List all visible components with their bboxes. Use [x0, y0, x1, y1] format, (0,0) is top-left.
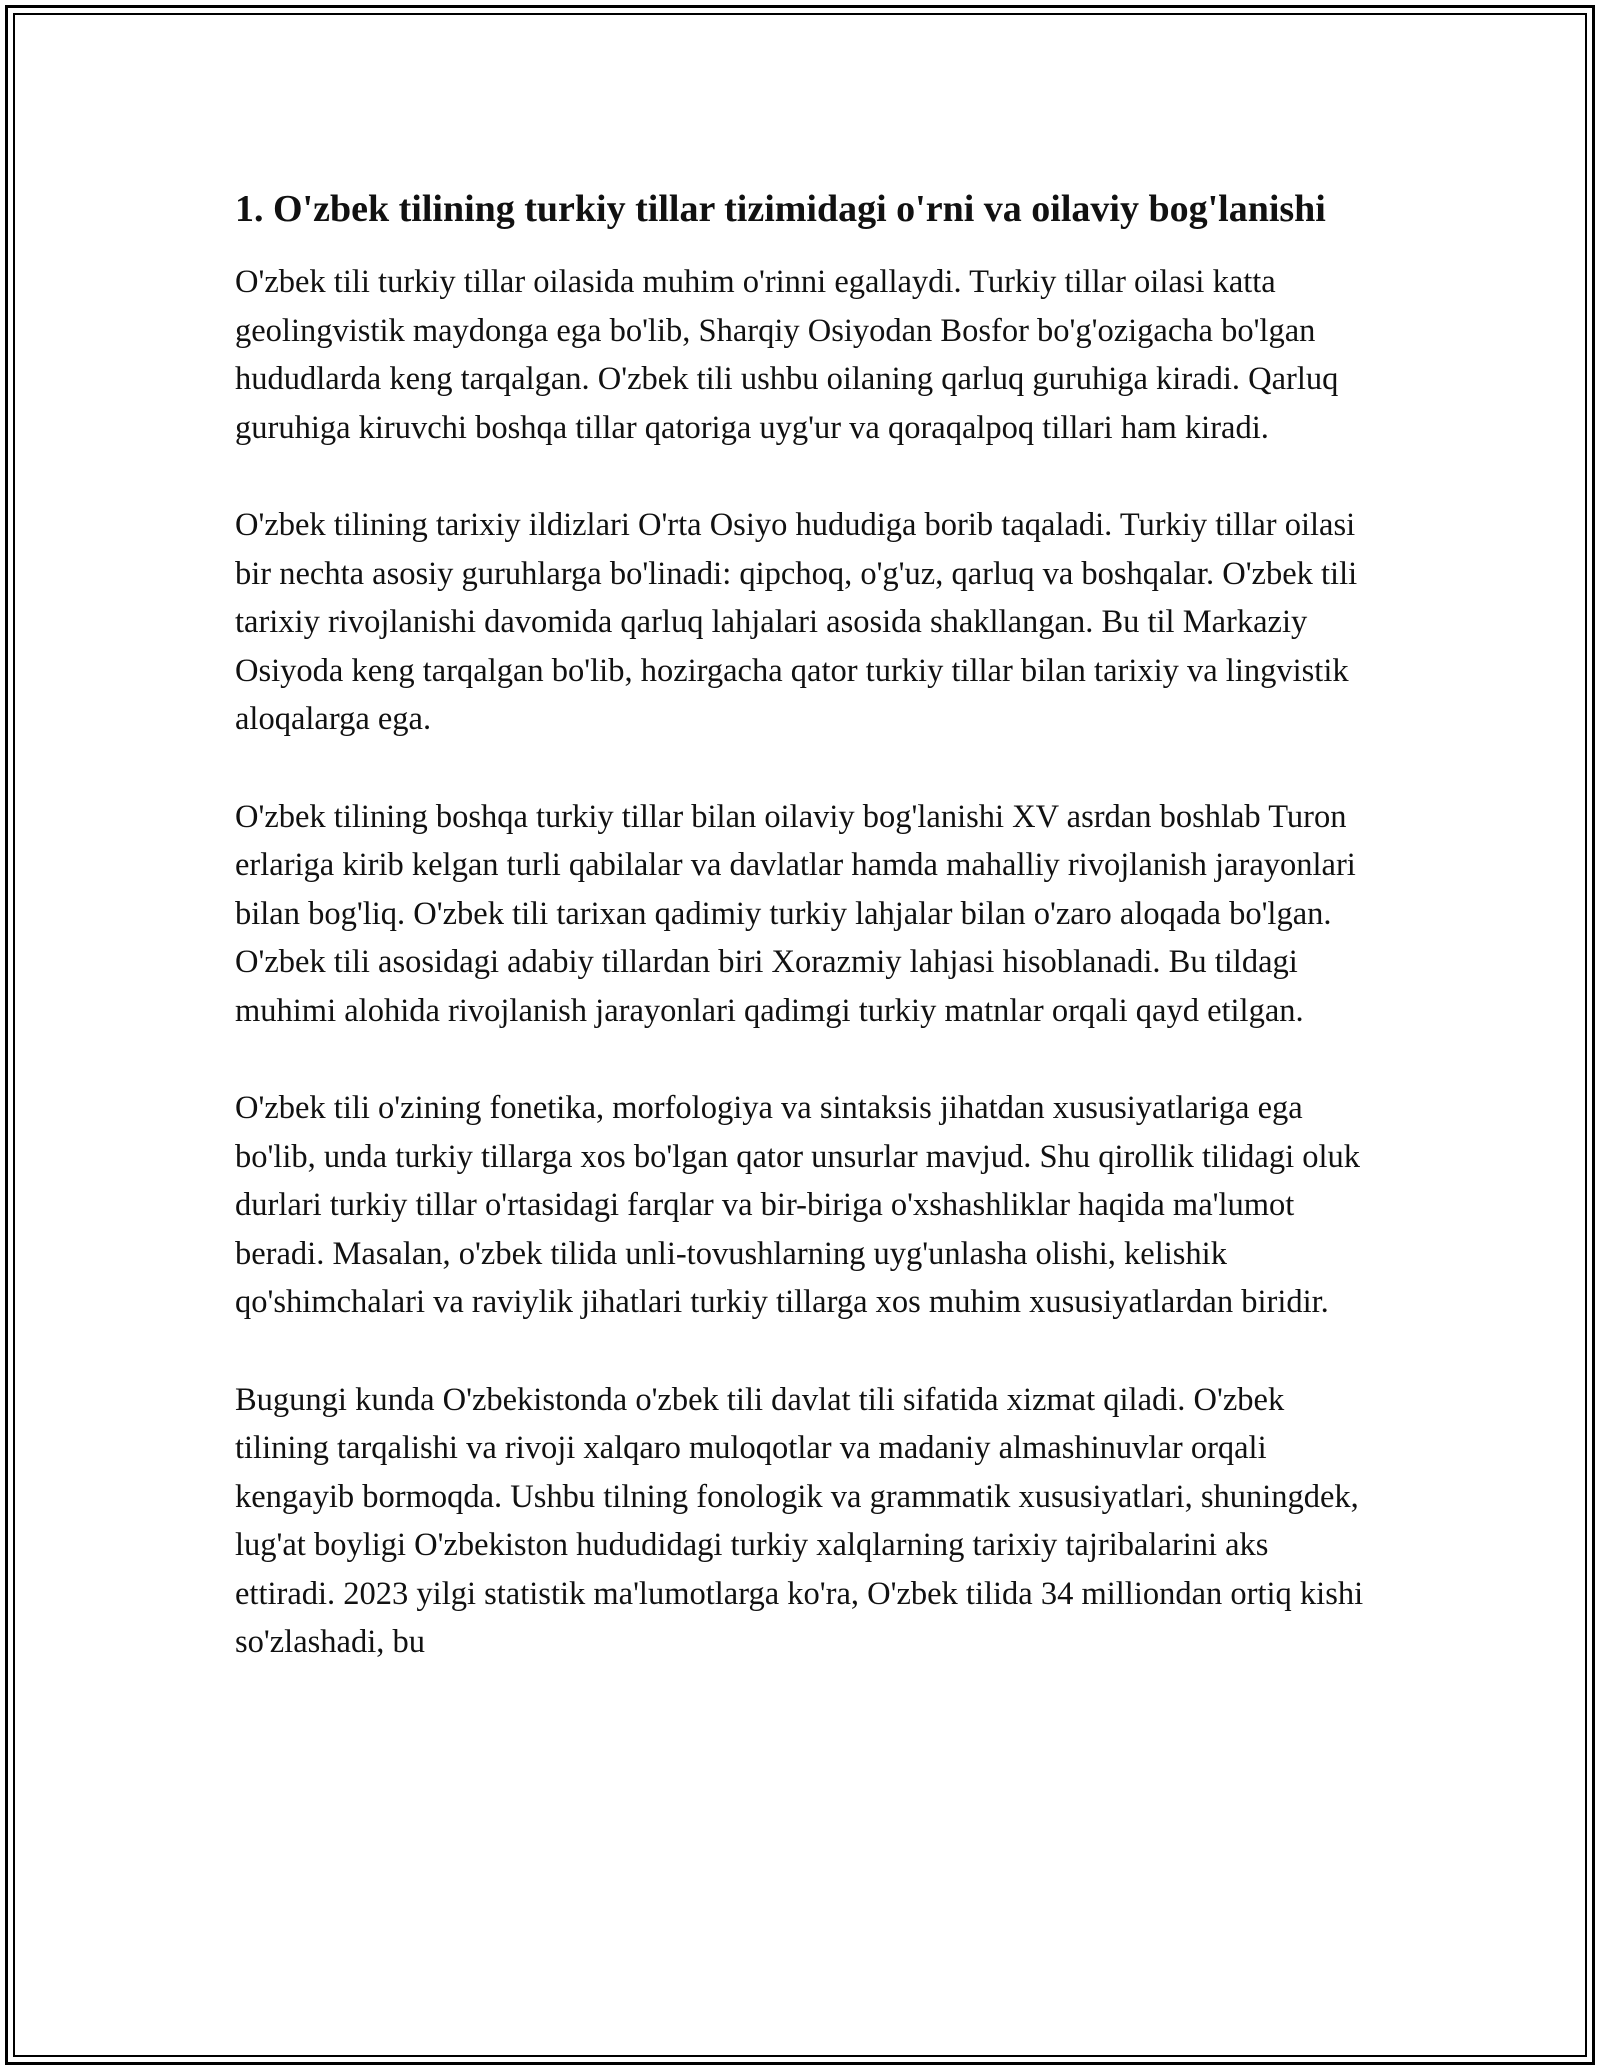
- paragraph-1: O'zbek tili turkiy tillar oilasida muhim o'rinni egallaydi. Turkiy tillar oilasi katta geolingvistik maydonga ega bo'lib, Sharqiy Osiyodan Bosfor bo'g'ozigacha bo'lgan hududlarda keng tarqalgan. O'zbek tili ushbu oilaning qarluq guruhiga kiradi. Qarluq guruhiga kiruvchi boshqa tillar qatoriga uyg'ur va qoraqalpoq tillari ham kiradi.: [235, 264, 1339, 446]
- document-body: [235, 183, 1375, 1716]
- section-heading: 1. O'zbek tilining turkiy tillar tizimidagi o'rni va oilaviy bog'lanishi: [235, 188, 1326, 230]
- paragraph-2: O'zbek tilining tarixiy ildizlari O'rta Osiyo hududiga borib taqaladi. Turkiy tillar oilasi bir nechta asosiy guruhlarga bo'linadi: qipchoq, o'g'uz, qarluq va boshqalar. O'zbek tili tarixiy rivojlanishi davomida qarluq lahjalari asosida shakllangan. Bu til Markaziy Osiyoda keng tarqalgan bo'lib, hozirgacha qator turkiy tillar bilan tarixiy va lingvistik aloqalarga ega.: [235, 507, 1358, 737]
- paragraph-4: O'zbek tili o'zining fonetika, morfologiya va sintaksis jihatdan xususiyatlariga ega bo'lib, unda turkiy tillarga xos bo'lgan qator unsurlar mavjud. Shu qirollik tilidagi oluk durlari turkiy tillar o'rtasidagi farqlar va bir-biriga o'xshashliklar haqida ma'lumot beradi. Masalan, o'zbek tilida unli-tovushlarning uyg'unlasha olishi, kelishik qo'shimchalari va raviylik jihatlari turkiy tillarga xos muhim xususiyatlardan biridir.: [235, 1090, 1361, 1320]
- paragraph-3: O'zbek tilining boshqa turkiy tillar bilan oilaviy bog'lanishi XV asrdan boshlab Turon erlariga kirib kelgan turli qabilalar va davlatlar hamda mahalliy rivojlanish jarayonlari bilan bog'liq. O'zbek tili tarixan qadimiy turkiy lahjalar bilan o'zaro aloqada bo'lgan. O'zbek tili asosidagi adabiy tillardan biri Xorazmiy lahjasi hisoblanadi. Bu tildagi muhimi alohida rivojlanish jarayonlari qadimgi turkiy matnlar orqali qayd etilgan.: [235, 798, 1356, 1029]
- paragraph-5: Bugungi kunda O'zbekistonda o'zbek tili davlat tili sifatida xizmat qiladi. O'zbek tilining tarqalishi va rivoji xalqaro muloqotlar va madaniy almashinuvlar orqali kengayib bormoqda. Ushbu tilning fonologik va grammatik xususiyatlari, shuningdek, lug'at boyligi O'zbekiston hududidagi turkiy xalqlarning tarixiy tajribalarini aks ettiradi. 2023 yilgi statistik ma'lumotlarga ko'ra, O'zbek tilida 34 milliondan ortiq kishi so'zlashadi, bu: [235, 1381, 1364, 1660]
